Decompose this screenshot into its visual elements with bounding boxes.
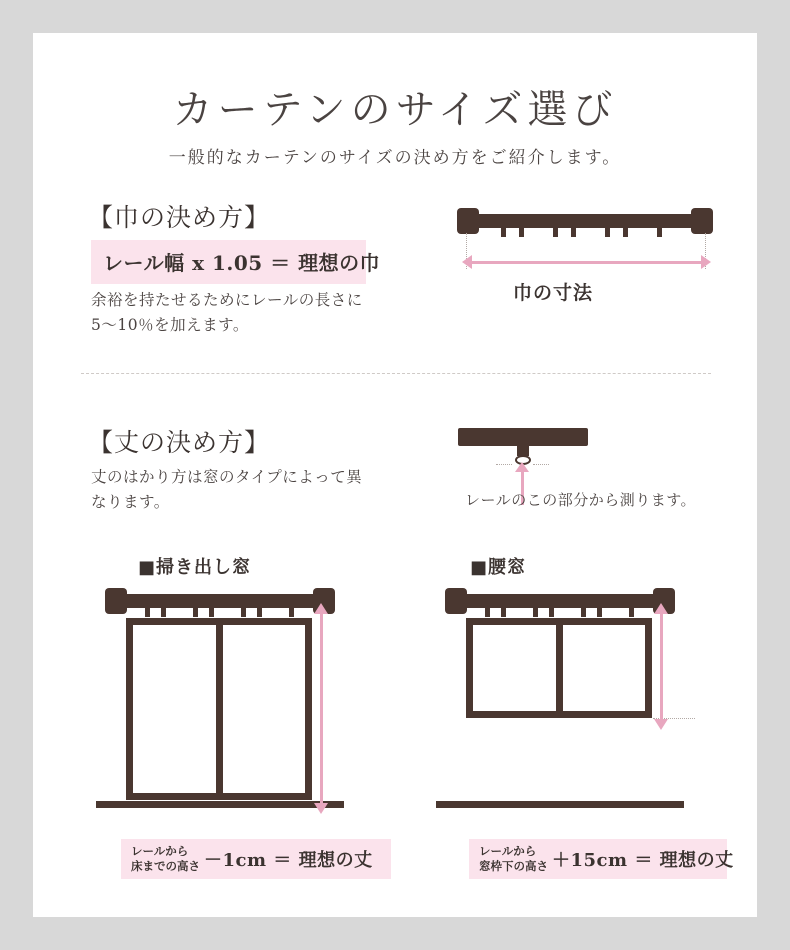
page-subtitle: 一般的なカーテンのサイズの決め方をご紹介します。 — [168, 148, 622, 168]
sweep-formula-line1: レールから — [131, 844, 189, 858]
section-divider — [81, 373, 711, 374]
curtain-rail-top-illustration — [457, 208, 713, 238]
rail-hook-icon — [533, 608, 538, 617]
rail-hook-icon — [629, 608, 634, 617]
rail-hook-icon — [241, 608, 246, 617]
waist-formula-line2: 窓枠下の高さ — [479, 859, 548, 873]
rail-closeup-guide-right — [533, 464, 549, 465]
rail-cap-right — [691, 208, 713, 234]
rail-hook-icon — [581, 608, 586, 617]
rail-bar — [445, 594, 675, 608]
rail-bar — [105, 594, 335, 608]
page-title: カーテンのサイズ選び — [172, 87, 618, 133]
waist-formula-box — [469, 839, 734, 879]
rail-hook-icon — [553, 228, 558, 237]
length-arrow-down-sweep — [314, 803, 328, 814]
rail-hook-icon — [501, 608, 506, 617]
rail-hook-icon — [485, 608, 490, 617]
rail-hook-icon — [289, 608, 294, 617]
width-measure-line — [470, 261, 702, 264]
curtain-rail-sweep-illustration — [105, 588, 335, 618]
width-caption: 巾の寸法 — [513, 282, 594, 304]
rail-hook-icon — [549, 608, 554, 617]
rail-cap-left — [457, 208, 479, 234]
rail-hook-icon — [657, 228, 662, 237]
rail-hook-icon — [519, 228, 524, 237]
window-label-waist: ■腰窓 — [470, 557, 527, 578]
length-arrow-down-waist — [654, 719, 668, 730]
rail-hook-icon — [501, 228, 506, 237]
rail-hook-icon — [209, 608, 214, 617]
sweep-formula-line2: 床までの高さ — [131, 859, 200, 873]
width-note-text: 余裕を持たせるためにレールの長さに5〜10％を加えます。 — [91, 291, 363, 334]
rail-closeup-guide-left — [496, 464, 512, 465]
waist-formula-main: ＋15cm ＝ 理想の丈 — [552, 850, 734, 871]
rail-hook-icon — [571, 228, 576, 237]
page-card — [33, 33, 757, 917]
waist-formula-line1: レールから — [479, 844, 537, 858]
width-formula-box: レール幅 x 1.05 ＝ 理想の巾 — [91, 240, 366, 284]
length-section-heading: 【丈の決め方】 — [88, 428, 271, 457]
rail-point-arrow-head — [515, 462, 529, 472]
rail-hook-icon — [597, 608, 602, 617]
width-arrow-right — [701, 255, 711, 269]
rail-hook-icon — [257, 608, 262, 617]
sweep-formula-box — [121, 839, 391, 879]
width-section-heading: 【巾の決め方】 — [88, 203, 271, 232]
length-note-text: 丈のはかり方は窓のタイプによって異なります。 — [91, 468, 363, 511]
rail-closeup-bar — [458, 428, 588, 446]
window-mullion-sweep — [216, 625, 223, 800]
rail-hook-icon — [145, 608, 150, 617]
length-measure-line-sweep — [320, 613, 323, 805]
floor-line-waist — [436, 801, 684, 808]
rail-hook-icon — [623, 228, 628, 237]
sweep-formula-main: －1cm ＝ 理想の丈 — [204, 850, 373, 871]
rail-hook-icon — [605, 228, 610, 237]
rail-hook-icon — [193, 608, 198, 617]
rail-bar — [457, 214, 713, 228]
window-mullion-waist — [556, 625, 563, 718]
curtain-rail-waist-illustration — [445, 588, 675, 618]
width-arrow-left — [462, 255, 472, 269]
rail-measure-note: レールのこの部分から測ります。 — [465, 491, 697, 509]
floor-line-sweep — [96, 801, 344, 808]
window-label-sweep: ■掃き出し窓 — [138, 557, 252, 578]
length-measure-line-waist — [660, 613, 663, 721]
rail-cap-left — [105, 588, 127, 614]
rail-cap-left — [445, 588, 467, 614]
rail-hook-icon — [161, 608, 166, 617]
length-arrow-up-sweep — [314, 603, 328, 614]
length-arrow-up-waist — [654, 603, 668, 614]
